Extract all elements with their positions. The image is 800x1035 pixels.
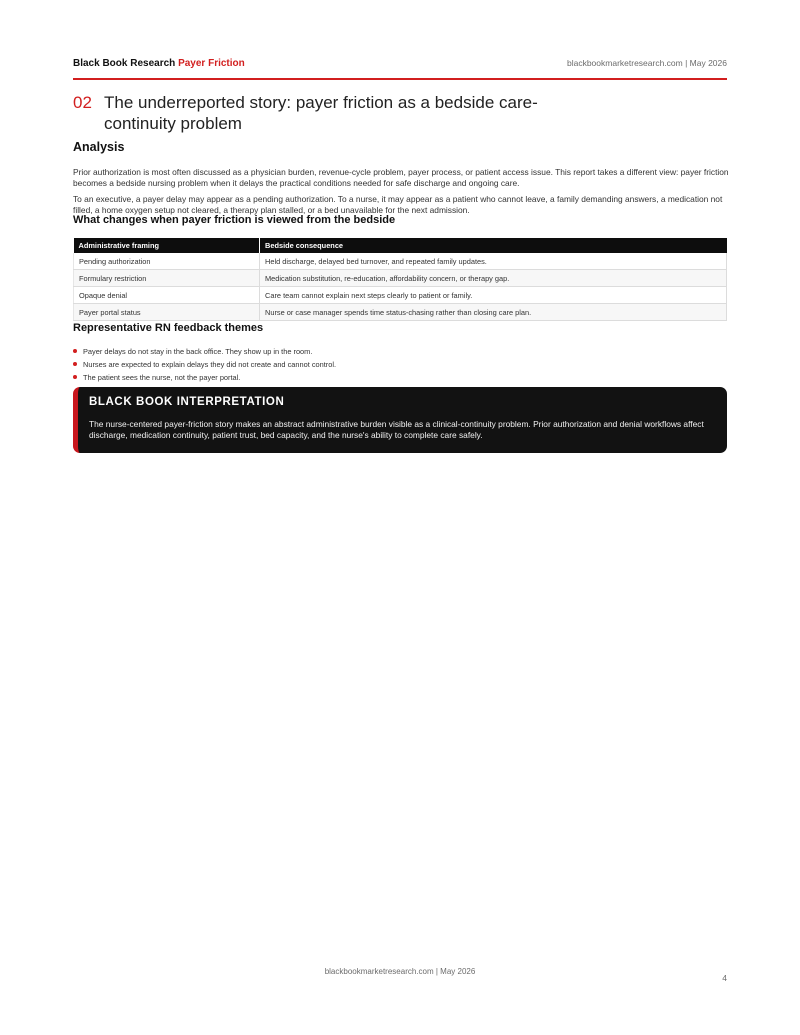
brand-title [73,58,245,69]
table-cell: Opaque denial [74,287,260,304]
table-cell: Payer portal status [74,304,260,321]
brand-accent: Payer Friction [178,58,245,69]
callout-title: BLACK BOOK INTERPRETATION [89,396,285,408]
header-meta: blackbookmarketresearch.com | May 2026 [566,58,727,68]
footer-meta: blackbookmarketresearch.com | May 2026 [324,967,476,976]
page-header [73,58,727,72]
table-cell: Formulary restriction [74,270,260,287]
interpretation-callout [73,387,727,453]
bullet-icon [73,375,77,379]
table-cell: Medication substitution, re-education, affordability concern, or therapy gap. [260,270,727,287]
column-header: Bedside consequence [260,238,727,253]
list-item-text: Payer delays do not stay in the back office. They show up in the room. [83,347,313,356]
bullet-icon [73,349,77,353]
section-number: 02 [73,93,92,112]
rn-themes-list [73,346,336,385]
table-heading: What changes when payer friction is viewed from the bedside [73,214,396,226]
analysis-heading: Analysis [73,140,125,154]
analysis-paragraph-1: Prior authorization is most often discussed as a physician burden, revenue-cycle problem, payer process, or patient access issue. This report takes a different view: payer friction becomes a bedside nursing problem when it delays the practical conditions needed for safe discharge and ongoing care. [73,167,729,188]
rn-themes-heading: Representative RN feedback themes [73,322,264,334]
page-number: 4 [722,973,727,983]
analysis-paragraph-2: To an executive, a payer delay may appear as a pending authorization. To a nurse, it may appear as a patient who cannot leave, a family demanding answers, a medication not filled, a home oxygen setup not cleared, a therapy plan stalled, or a bed unavailable for the next admission. [73,194,723,215]
table-cell: Held discharge, delayed bed turnover, and repeated family updates. [260,253,727,270]
framing-table [73,238,727,321]
table-row [74,304,727,321]
table-cell: Pending authorization [74,253,260,270]
table-cell: Nurse or case manager spends time status-chasing rather than closing care plan. [260,304,727,321]
list-item [73,346,336,359]
list-item-text: The patient sees the nurse, not the payer portal. [83,373,241,382]
brand-name: Black Book Research [73,58,176,69]
table-row [74,270,727,287]
bullet-icon [73,362,77,366]
list-item [73,359,336,372]
list-item [73,372,336,385]
header-divider [73,78,727,80]
table-row [74,287,727,304]
section-title: The underreported story: payer friction as a bedside care-continuity problem [104,93,538,133]
table-header-row [74,238,727,253]
callout-body: The nurse-centered payer-friction story makes an abstract administrative burden visible as a clinical-continuity problem. Prior authorization and denial workflows affect discharge, medication continuity, patient trust, bed capacity, and the nurse's ability to complete care safely. [89,419,704,440]
column-header: Administrative framing [74,238,260,253]
table-cell: Care team cannot explain next steps clearly to patient or family. [260,287,727,304]
table-row [74,253,727,270]
list-item-text: Nurses are expected to explain delays they did not create and cannot control. [83,360,337,369]
